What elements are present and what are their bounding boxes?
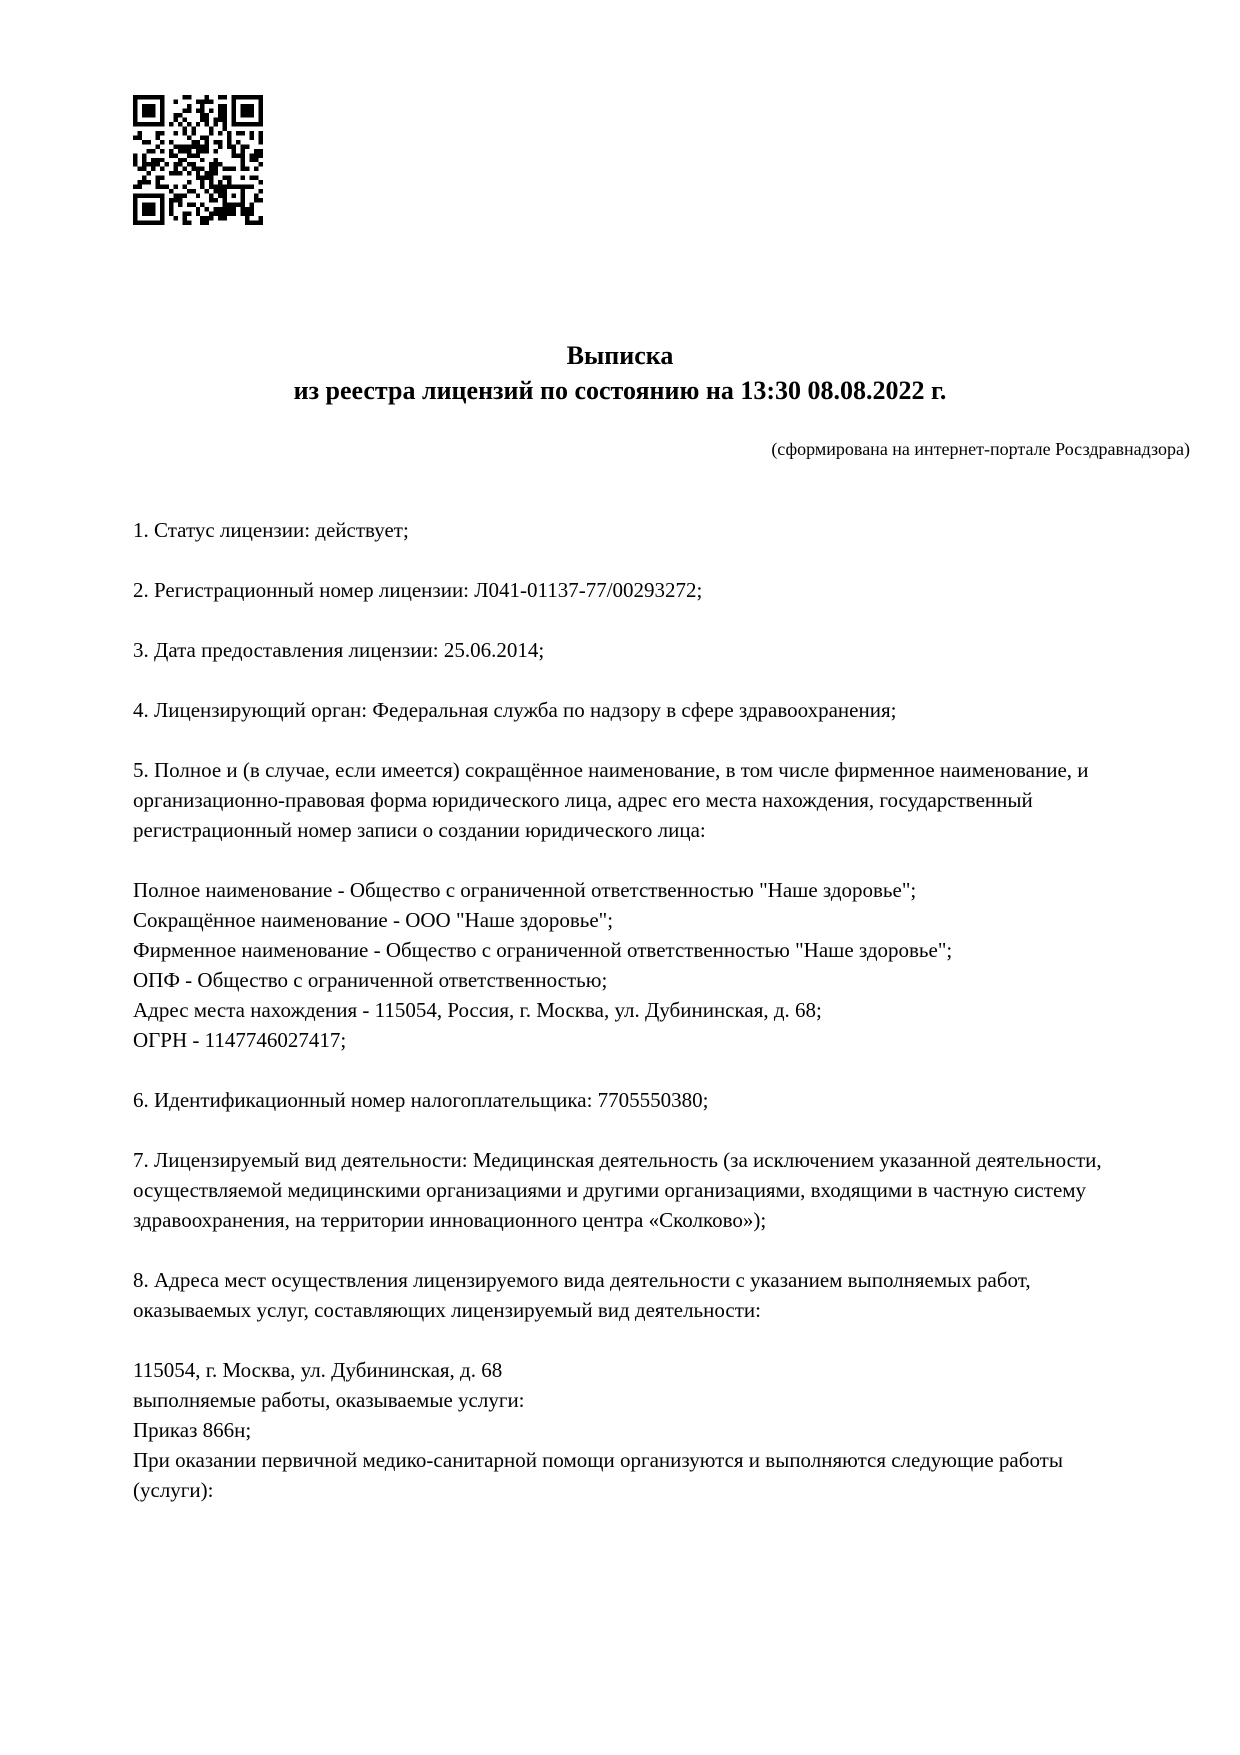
text-line: ОГРН - 1147746027417; [133, 1028, 347, 1052]
document-title-line1: Выписка [566, 341, 674, 370]
paragraph [133, 575, 1110, 605]
paragraph [133, 755, 1110, 845]
text-line: Приказ 866н; [133, 1418, 252, 1442]
text-line: 6. Идентификационный номер налогоплательщика: 7705550380; [133, 1088, 709, 1112]
text-line: 115054, г. Москва, ул. Дубининская, д. 68 [133, 1358, 503, 1382]
paragraph [133, 1355, 1110, 1505]
paragraph [133, 695, 1110, 725]
document-title-line2: из реестра лицензий по состоянию на 13:30 08.08.2022 г. [293, 376, 947, 405]
text-line: Фирменное наименование - Общество с ограниченной ответственностью "Наше здоровье"; [133, 938, 953, 962]
paragraph [133, 1085, 1110, 1115]
text-line: ОПФ - Общество с ограниченной ответственностью; [133, 968, 608, 992]
qr-code-icon [133, 95, 263, 225]
text-line: Сокращённое наименование - ООО "Наше здоровье"; [133, 908, 614, 932]
text-line: 2. Регистрационный номер лицензии: Л041-01137-77/00293272; [133, 578, 703, 602]
text-line: 1. Статус лицензии: действует; [133, 518, 409, 542]
paragraph [133, 1265, 1110, 1325]
text-line: 8. Адреса мест осуществления лицензируемого вида деятельности с указанием выполняемых работ, оказываемых услуг, составляющих лицензируемый вид деятельности: [133, 1268, 1031, 1322]
document-body [133, 515, 1110, 1505]
text-line: Адрес места нахождения - 115054, Россия, г. Москва, ул. Дубининская, д. 68; [133, 998, 822, 1022]
paragraph [133, 515, 1110, 545]
document-subtitle: (сформирована на интернет-портале Росздравнадзора) [771, 439, 1190, 459]
text-line: При оказании первичной медико-санитарной помощи организуются и выполняются следующие работы (услуги): [133, 1448, 1063, 1502]
text-line: Полное наименование - Общество с ограниченной ответственностью "Наше здоровье"; [133, 878, 917, 902]
text-line: выполняемые работы, оказываемые услуги: [133, 1388, 525, 1412]
text-line: 4. Лицензирующий орган: Федеральная служба по надзору в сфере здравоохранения; [133, 698, 897, 722]
qr-code-image [133, 95, 263, 225]
text-line: 3. Дата предоставления лицензии: 25.06.2014; [133, 638, 545, 662]
paragraph [133, 635, 1110, 665]
document-title [0, 338, 1240, 408]
paragraph [133, 875, 1110, 1055]
text-line: 5. Полное и (в случае, если имеется) сокращённое наименование, в том числе фирменное наименование, и организационно-правовая форма юридического лица, адрес его места нахождения, государственный регистрационный номер записи о создании юридического лица: [133, 758, 1089, 842]
text-line: 7. Лицензируемый вид деятельности: Медицинская деятельность (за исключением указанной деятельности, осуществляемой медицинскими организациями и другими организациями, входящими в частную систему здравоохранения, на территории инновационного центра «Сколково»); [133, 1148, 1102, 1232]
paragraph [133, 1145, 1110, 1235]
